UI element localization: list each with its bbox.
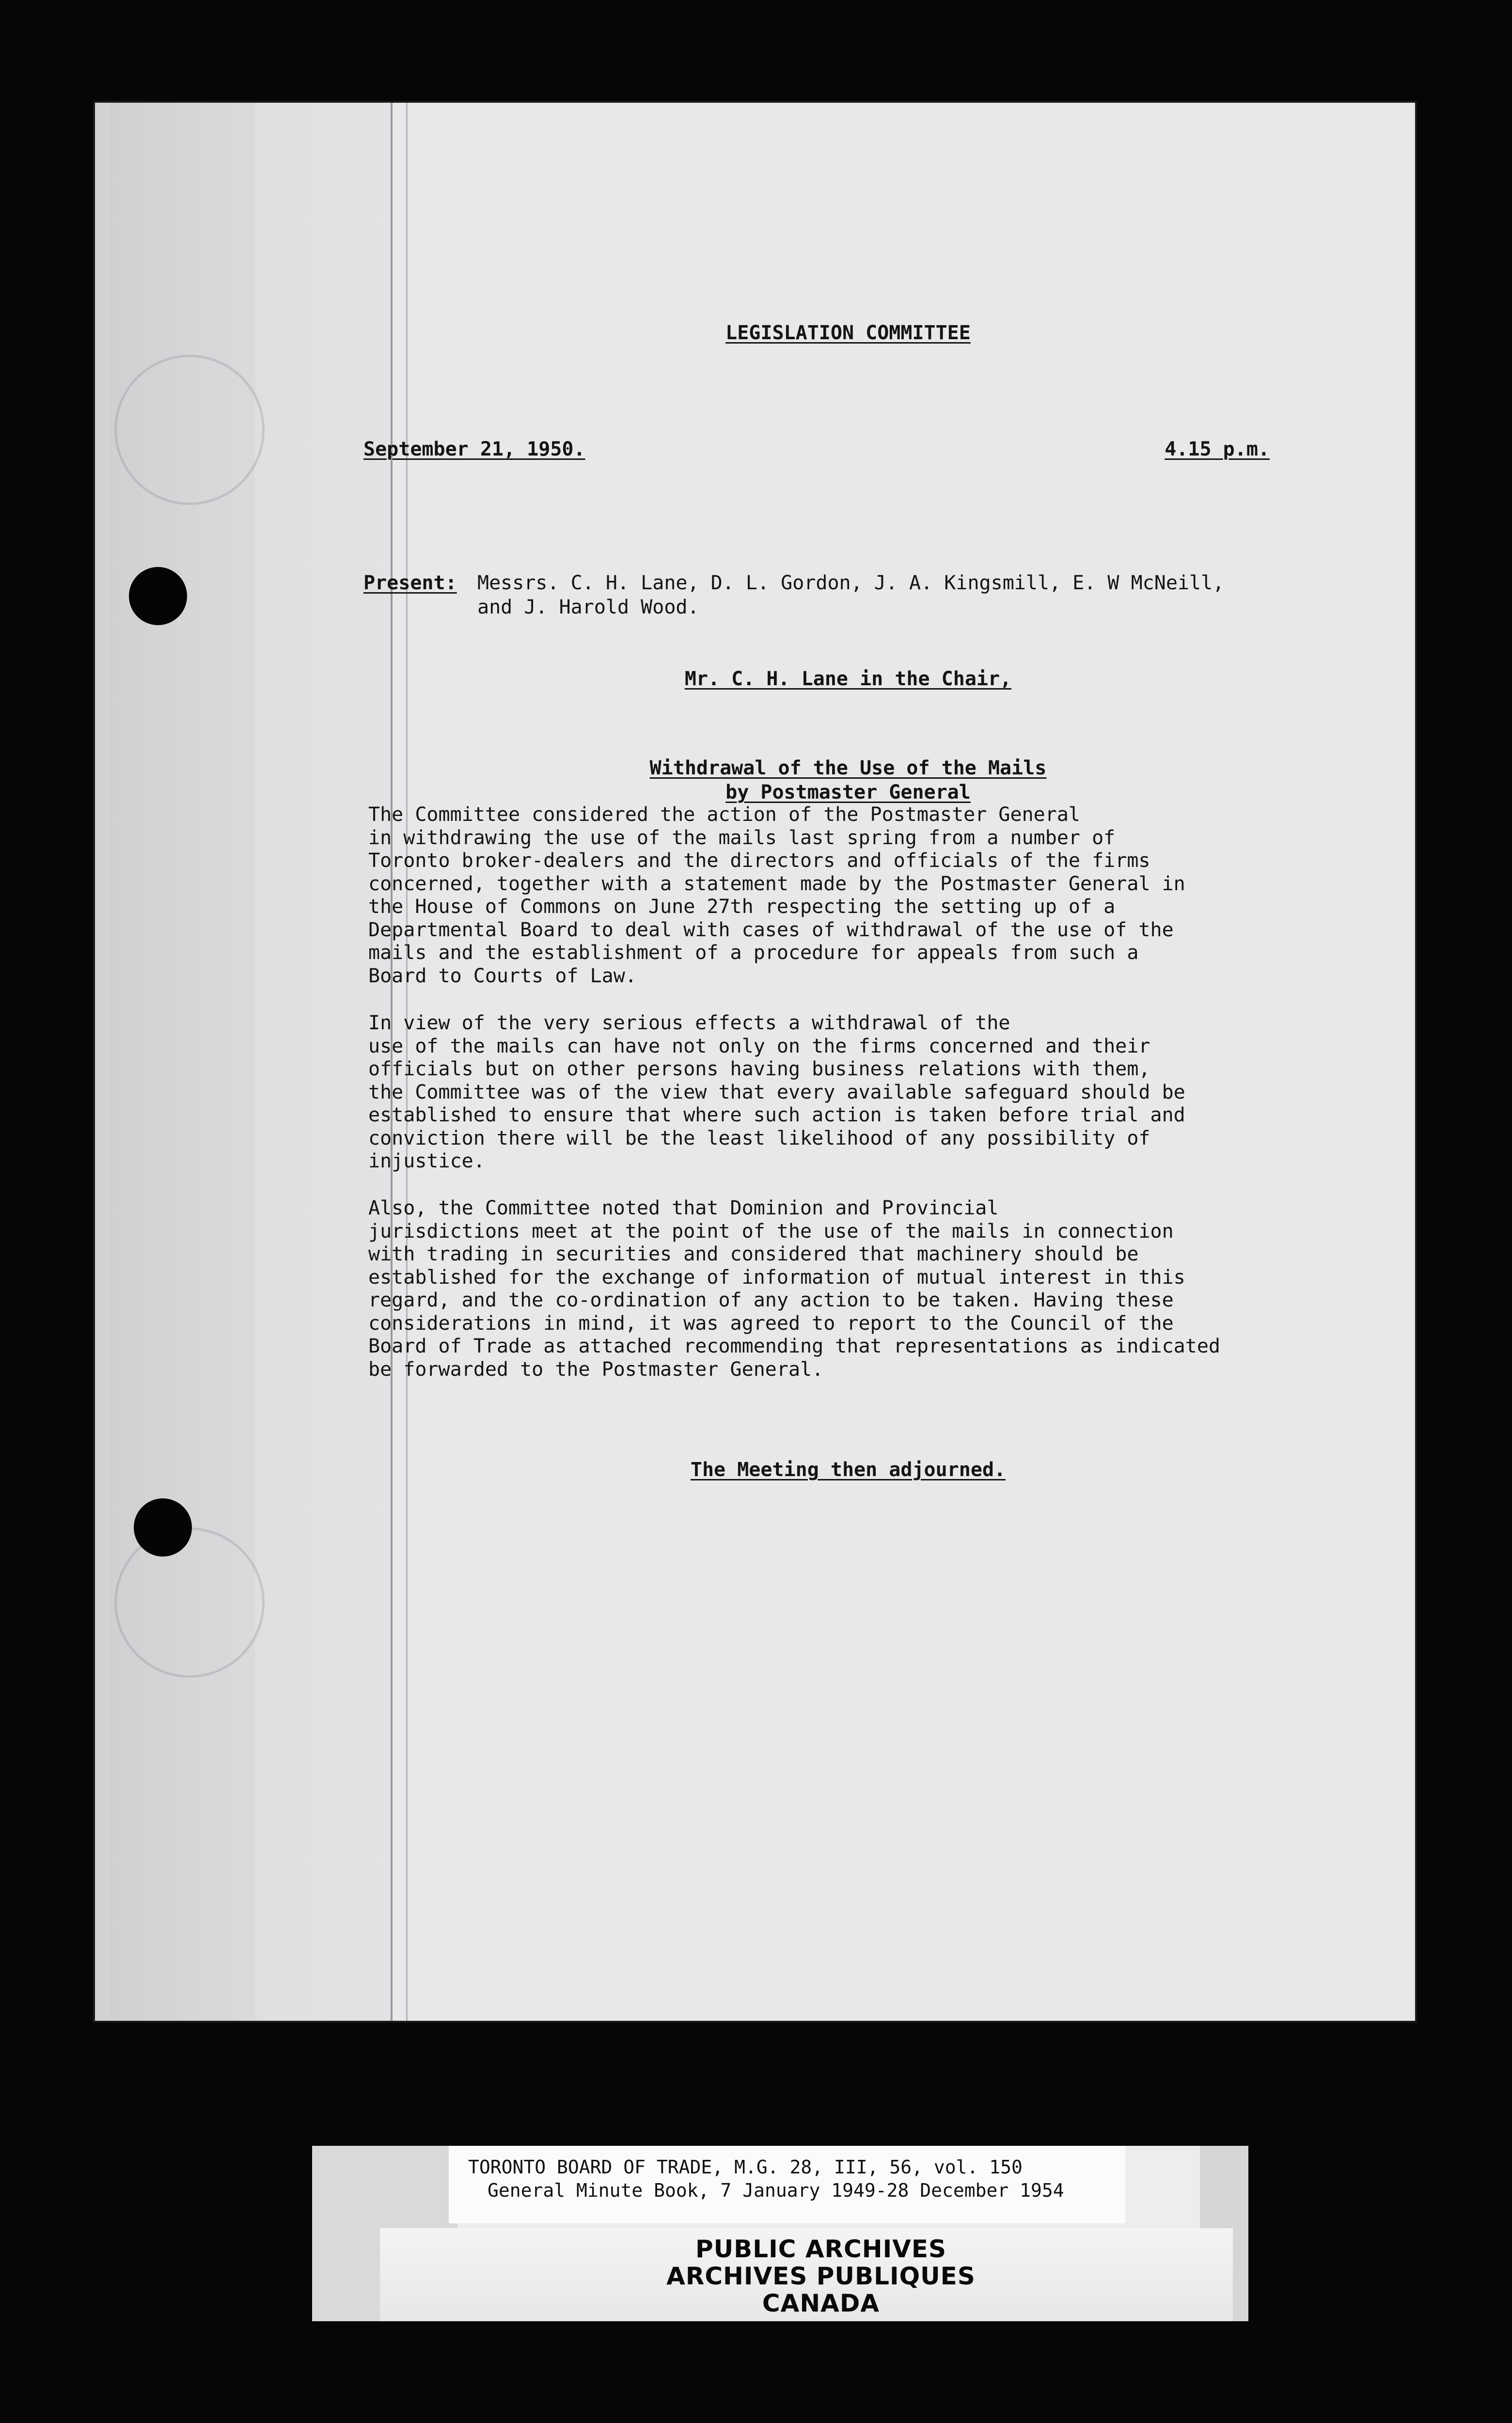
- punch-hole: [129, 567, 187, 625]
- archive-reference-box: [449, 2146, 1125, 2223]
- institution-line-2: ARCHIVES PUBLIQUES: [666, 2262, 976, 2290]
- paragraph-1: The Committee considered the action of the Postmaster General in withdrawing the use of the mails last spring from a number of Toronto broker-dealers and the directors and officials of the firms concerned, together with a statement made by the Postmaster General in the House of Commons on June 27th respecting the setting up of a Departmental Board to deal with cases of withdrawal of the use of the mails and the establishment of a procedure for appeals from such a Board to Courts of Law.: [368, 803, 1185, 987]
- reference-line-1: TORONTO BOARD OF TRADE, M.G. 28, III, 56, vol. 150: [468, 2156, 1023, 2178]
- punch-hole: [134, 1498, 192, 1557]
- faded-stamp-mark: [114, 1527, 265, 1678]
- institution-line-1: PUBLIC ARCHIVES: [695, 2235, 947, 2263]
- meeting-date: September 21, 1950.: [363, 438, 585, 460]
- attendance-block: [363, 571, 1333, 619]
- subject-heading: [363, 732, 1333, 804]
- paragraph-3: Also, the Committee noted that Dominion and Provincial jurisdictions meet at the point of the use of the mails in connection with trading in securities and considered that machinery should be established for the exchange of information of mutual interest in this regard, and the co-ordination of any action to be taken. Having these considerations in mind, it was agreed to report to the Council of the Board of Trade as attached recommending that representations as indicated be forwarded to the Postmaster General.: [368, 1197, 1220, 1381]
- archive-label-card: [312, 2146, 1248, 2321]
- present-names: Messrs. C. H. Lane, D. L. Gordon, J. A. Kingsmill, E. W McNeill, and J. Harold Wood.: [477, 572, 1225, 618]
- present-label: Present:: [363, 572, 457, 594]
- committee-title-text: LEGISLATION COMMITTEE: [725, 322, 971, 344]
- meeting-time: 4.15 p.m.: [1165, 438, 1270, 460]
- archive-institution: [457, 2235, 1184, 2317]
- subject-text: Withdrawal of the Use of the Mails by Postmaster General: [649, 757, 1047, 803]
- closing-text: The Meeting then adjourned.: [690, 1459, 1006, 1481]
- closing-line: [363, 1458, 1333, 1482]
- reference-line-2: General Minute Book, 7 January 1949-28 December 1954: [488, 2180, 1064, 2201]
- date-time-row: [363, 437, 1270, 461]
- faded-stamp-mark: [114, 355, 265, 505]
- chair-text: Mr. C. H. Lane in the Chair,: [684, 668, 1012, 690]
- institution-line-3: CANADA: [762, 2289, 880, 2317]
- committee-title: [363, 321, 1333, 345]
- paragraph-2: In view of the very serious effects a withdrawal of the use of the mails can have not only on the firms concerned and their officials but on other persons having business relations with them, the Committee was of the view that every available safeguard should be established to ensure that where such action is taken before trial and conviction there will be the least likelihood of any possibility of injustice.: [368, 1012, 1185, 1172]
- chair-line: [363, 667, 1333, 691]
